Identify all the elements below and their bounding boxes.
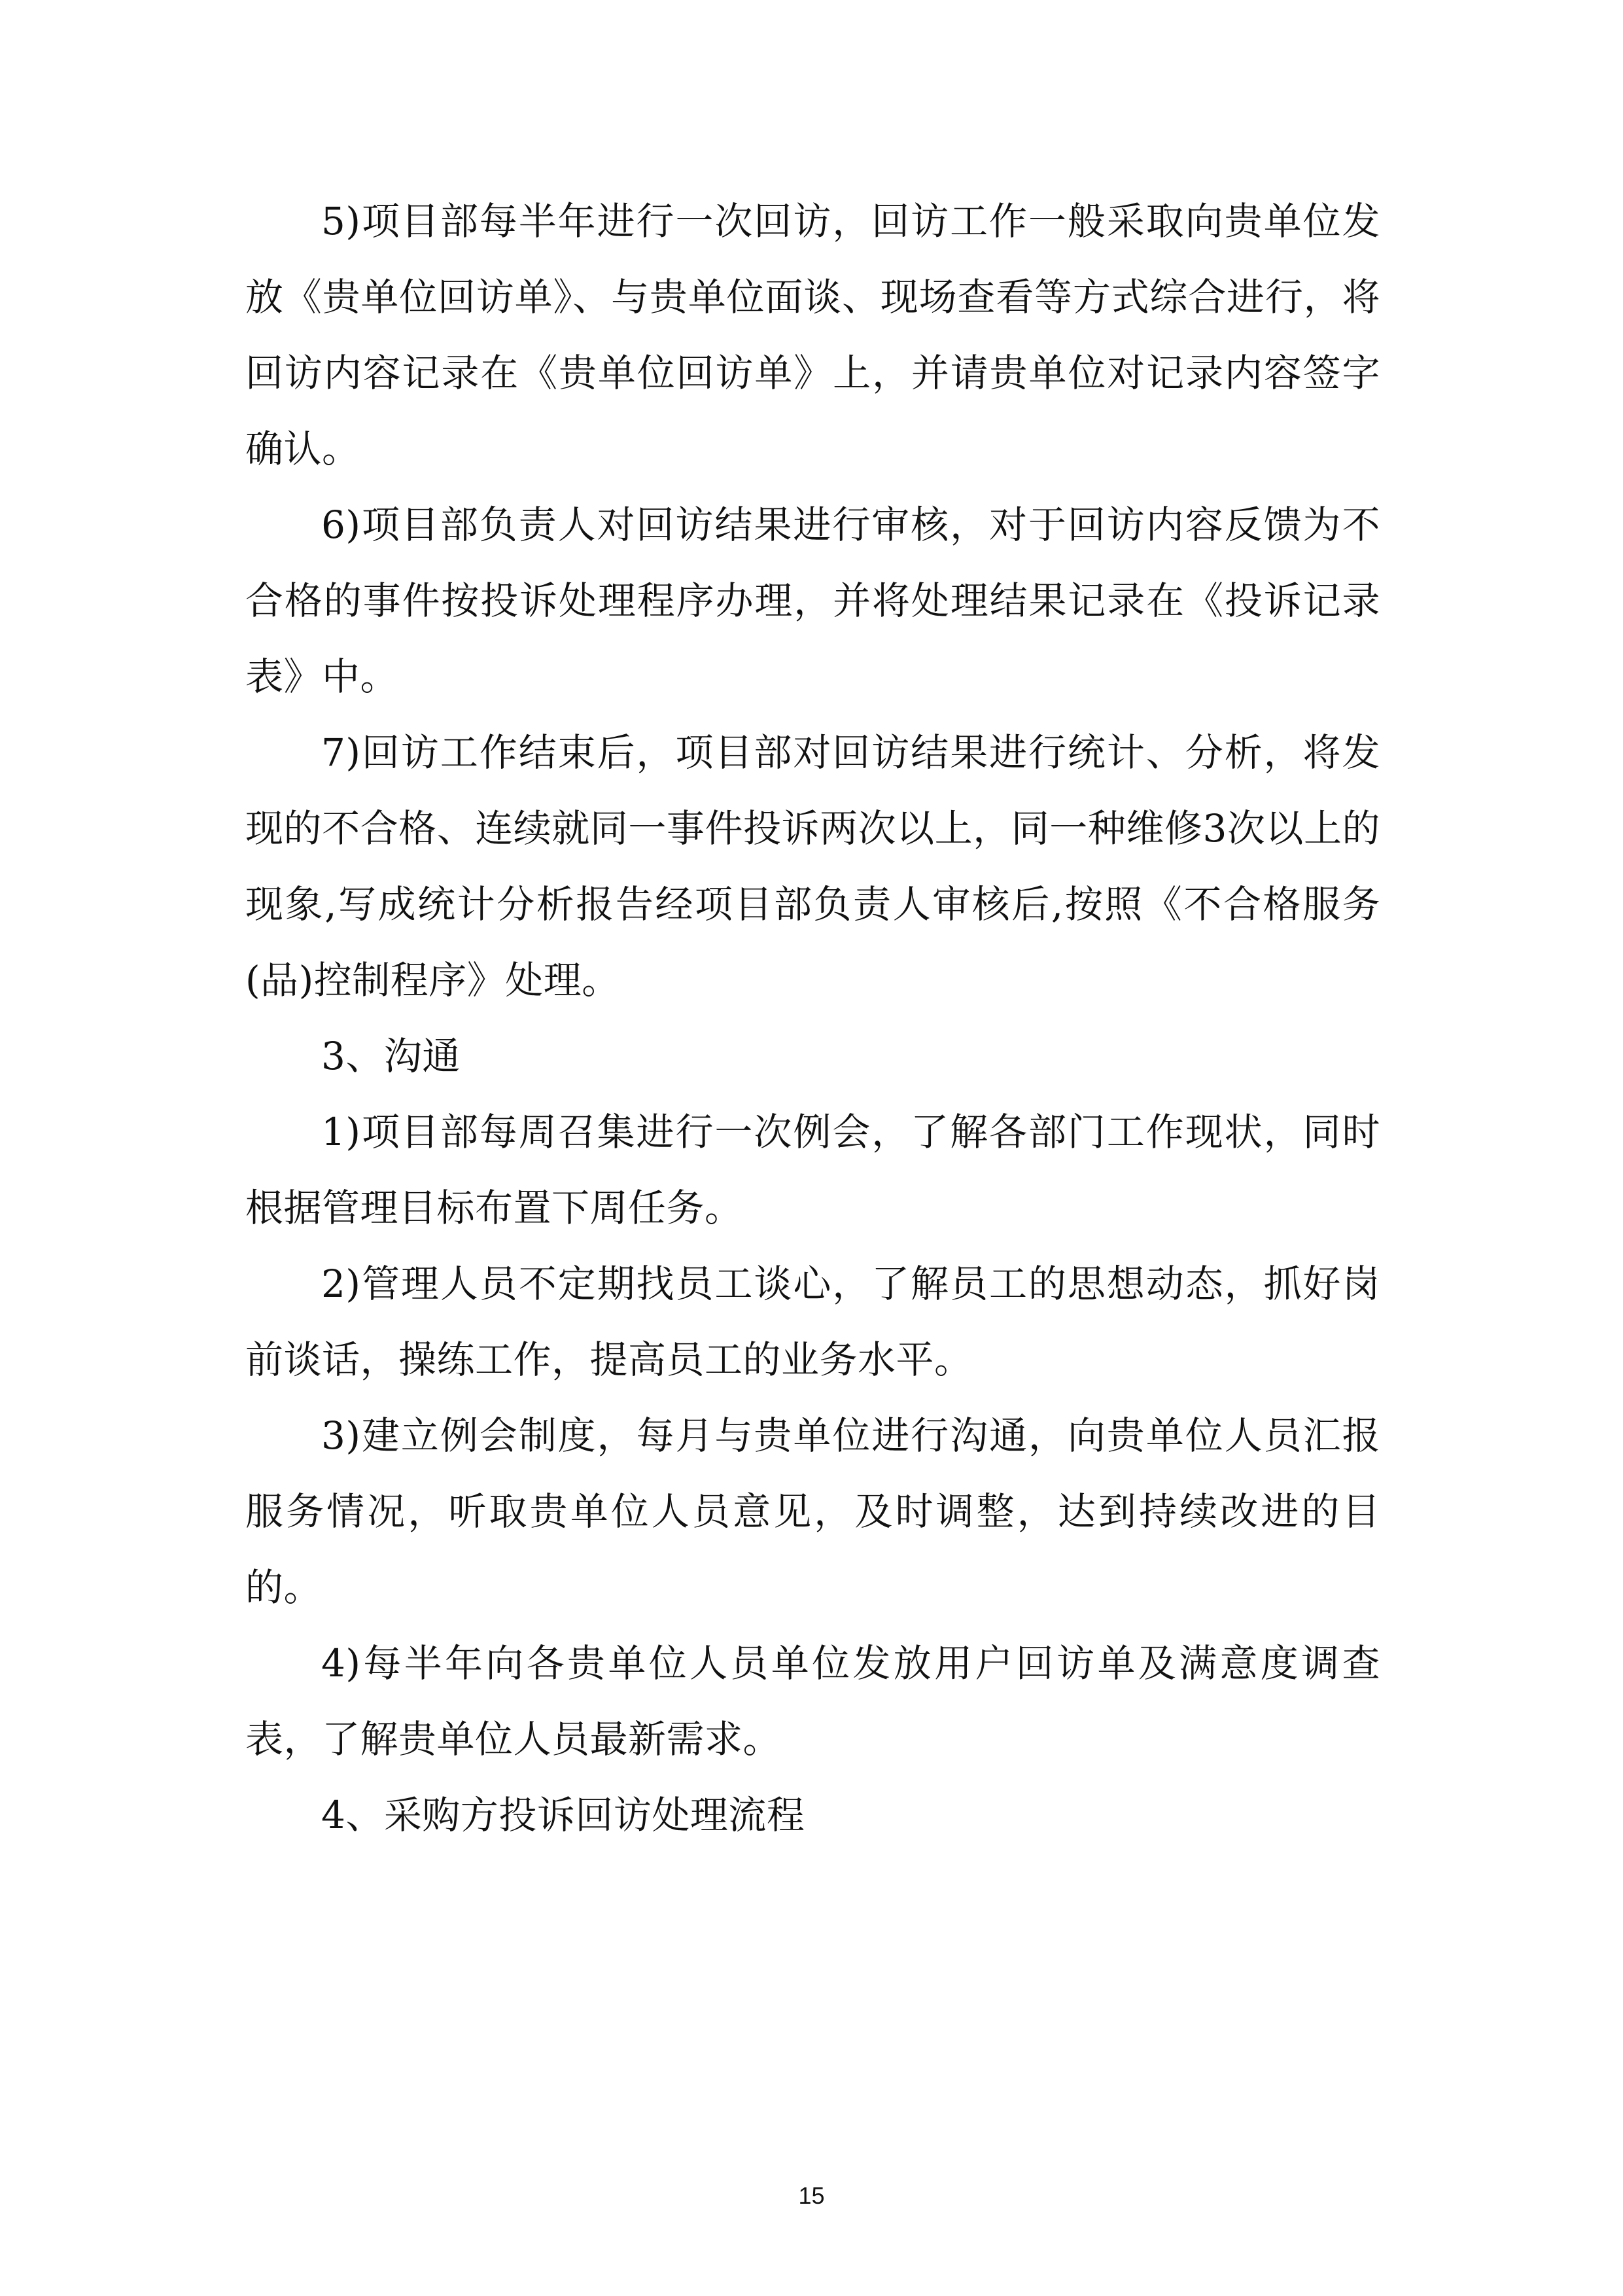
paragraph-return-visit-7: 7)回访工作结束后，项目部对回访结果进行统计、分析，将发现的不合格、连续就同一事件投诉两次以上，同一种维修3次以上的现象,写成统计分析报告经项目部负责人审核后,按照《不合格服务(品)控制程序》处理。 <box>245 730 1380 1002</box>
paragraph-communication-2: 2)管理人员不定期找员工谈心，了解员工的思想动态，抓好岗前谈话，操练工作，提高员工的业务水平。 <box>245 1262 1380 1382</box>
paragraph-return-visit-5: 5)项目部每半年进行一次回访，回访工作一般采取向贵单位发放《贵单位回访单》、与贵单位面谈、现场查看等方式综合进行，将回访内容记录在《贵单位回访单》上，并请贵单位对记录内容签字确认。 <box>245 199 1380 471</box>
document-body <box>245 183 1380 1853</box>
paragraph-communication-4: 4)每半年向各贵单位人员单位发放用户回访单及满意度调查表，了解贵单位人员最新需求。 <box>245 1641 1380 1761</box>
paragraph-communication-3: 3)建立例会制度，每月与贵单位进行沟通，向贵单位人员汇报服务情况，听取贵单位人员意见，及时调整，达到持续改进的目的。 <box>245 1413 1380 1610</box>
paragraph-return-visit-6: 6)项目部负责人对回访结果进行审核，对于回访内容反馈为不合格的事件按投诉处理程序办理，并将处理结果记录在《投诉记录表》中。 <box>245 503 1380 699</box>
section-heading-communication: 3、沟通 <box>321 1034 461 1078</box>
page-number: 15 <box>798 2182 825 2209</box>
paragraph-communication-1: 1)项目部每周召集进行一次例会，了解各部门工作现状，同时根据管理目标布置下周任务。 <box>245 1110 1380 1230</box>
section-heading-complaint-process: 4、采购方投诉回访处理流程 <box>321 1793 805 1837</box>
